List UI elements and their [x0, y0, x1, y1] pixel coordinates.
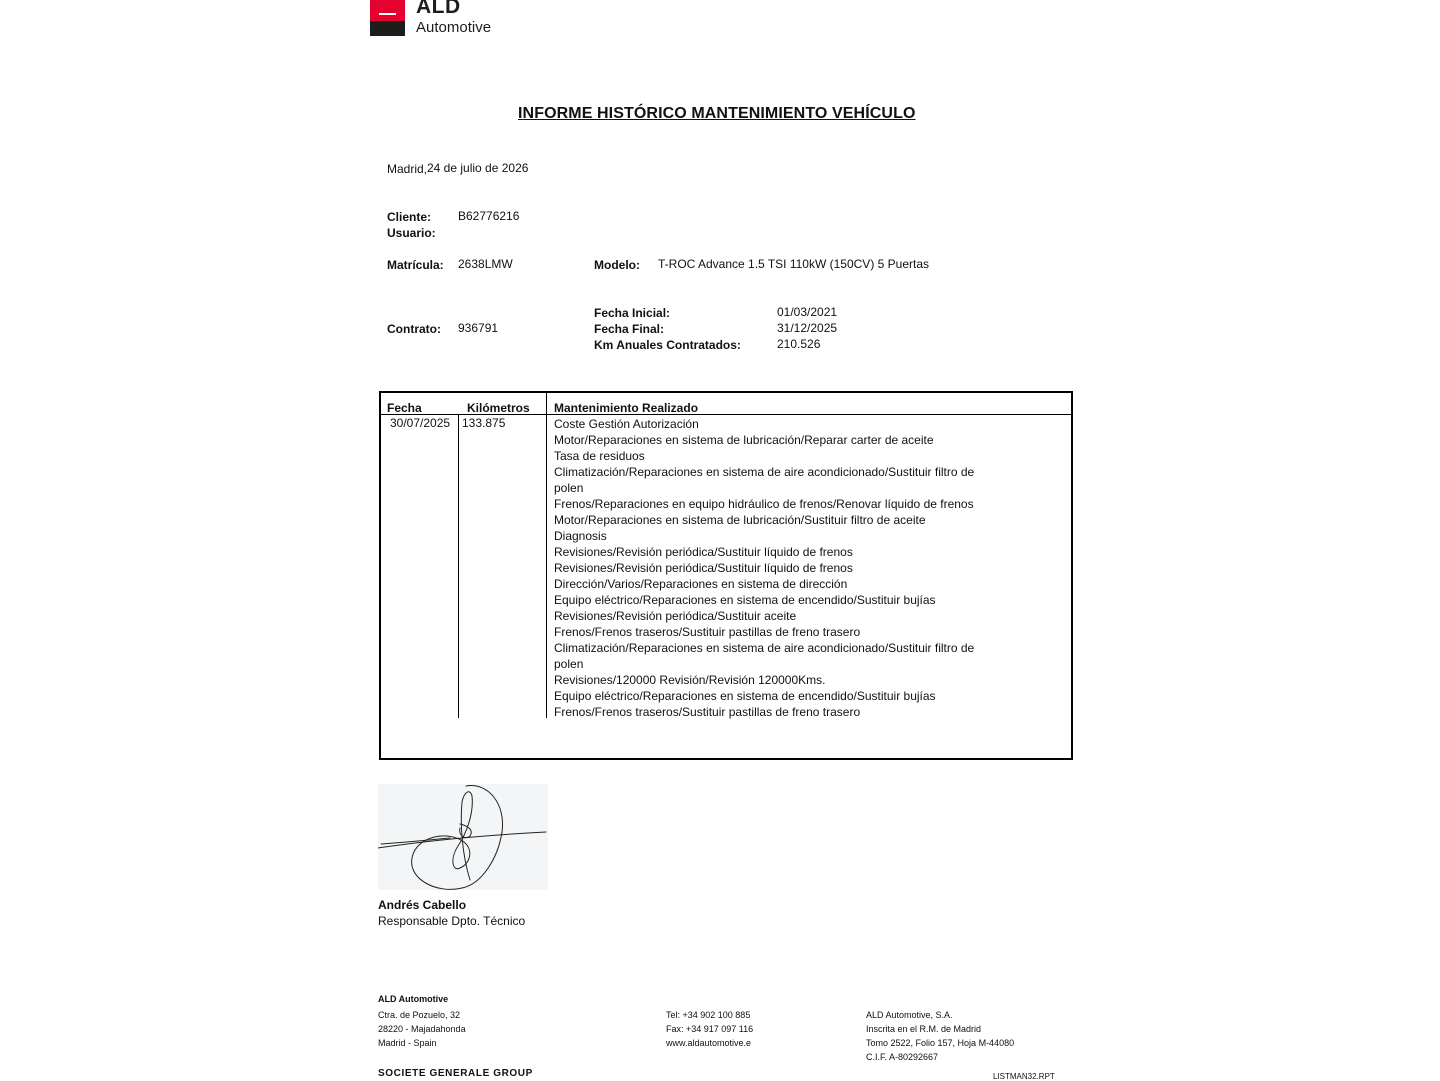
signer-role: Responsable Dpto. Técnico [378, 914, 526, 928]
signer-name: Andrés Cabello [378, 898, 467, 912]
end-date-value: 31/12/2025 [777, 321, 838, 335]
maintenance-item: Equipo eléctrico/Reparaciones en sistema de encendido/Sustituir bujías [554, 593, 936, 607]
model-value: T-ROC Advance 1.5 TSI 110kW (150CV) 5 Puertas [658, 257, 930, 271]
place-label: Madrid, [387, 162, 428, 176]
report-date: 24 de julio de 2026 [427, 161, 529, 175]
group-wordmark: SOCIETE GENERALE GROUP [378, 1068, 533, 1079]
maintenance-item: Revisiones/Revisión periódica/Sustituir aceite [554, 609, 797, 623]
maintenance-item: Tasa de residuos [554, 449, 645, 463]
maintenance-item: Equipo eléctrico/Reparaciones en sistema de encendido/Sustituir bujías [554, 689, 936, 703]
maintenance-item: Coste Gestión Autorización [554, 417, 699, 431]
row-km: 133.875 [462, 416, 506, 430]
ald-logo [370, 0, 504, 36]
annual-km-value: 210.526 [777, 337, 821, 351]
col-header-maintenance: Mantenimiento Realizado [554, 401, 699, 415]
plate-label: Matrícula: [387, 258, 444, 272]
model-label: Modelo: [594, 258, 640, 272]
maintenance-items [554, 416, 974, 720]
footer-address-line: 28220 - Majadahonda [378, 1024, 466, 1034]
client-label: Cliente: [387, 210, 432, 224]
maintenance-item: Revisiones/120000 Revisión/Revisión 120000Kms. [554, 673, 826, 687]
footer-fax: Fax: +34 917 097 116 [666, 1024, 754, 1034]
document-title: INFORME HISTÓRICO MANTENIMIENTO VEHÍCULO [518, 105, 916, 122]
end-date-label: Fecha Final: [594, 322, 665, 336]
maintenance-item: polen [554, 481, 584, 495]
row-date: 30/07/2025 [390, 416, 451, 430]
client-value: B62776216 [458, 209, 520, 223]
maintenance-item: Motor/Reparaciones en sistema de lubricación/Sustituir filtro de aceite [554, 513, 926, 527]
annual-km-label: Km Anuales Contratados: [594, 338, 741, 352]
footer-address-line: Madrid - Spain [378, 1038, 437, 1048]
col-header-date: Fecha [387, 401, 422, 415]
file-code: LISTMAN32.RPT [993, 1072, 1055, 1081]
maintenance-item: Diagnosis [554, 529, 607, 543]
footer-website: www.aldautomotive.e [666, 1038, 752, 1048]
footer-address-line: Ctra. de Pozuelo, 32 [378, 1010, 461, 1020]
maintenance-item: Motor/Reparaciones en sistema de lubricación/Reparar carter de aceite [554, 433, 934, 447]
footer-legal-line: Inscrita en el R.M. de Madrid [866, 1024, 982, 1034]
maintenance-item: polen [554, 657, 584, 671]
column-divider [546, 393, 547, 718]
footer-phone: Tel: +34 902 100 885 [666, 1010, 751, 1020]
logo-subtitle: Automotive [416, 19, 492, 36]
signature-icon [378, 784, 548, 890]
maintenance-item: Climatización/Reparaciones en sistema de aire acondicionado/Sustituir filtro de [554, 641, 975, 655]
footer-legal-line: Tomo 2522, Folio 157, Hoja M-44080 [866, 1038, 1015, 1048]
maintenance-item: Revisiones/Revisión periódica/Sustituir líquido de frenos [554, 561, 853, 575]
maintenance-item: Frenos/Frenos traseros/Sustituir pastillas de freno trasero [554, 625, 861, 639]
footer-company: ALD Automotive [378, 994, 449, 1004]
contract-value: 936791 [458, 321, 499, 335]
maintenance-item: Dirección/Varios/Reparaciones en sistema de dirección [554, 577, 848, 591]
user-label: Usuario: [387, 226, 436, 240]
maintenance-item: Frenos/Reparaciones en equipo hidráulico de frenos/Renovar líquido de frenos [554, 497, 974, 511]
start-date-value: 01/03/2021 [777, 305, 838, 319]
maintenance-item: Climatización/Reparaciones en sistema de aire acondicionado/Sustituir filtro de [554, 465, 975, 479]
contract-label: Contrato: [387, 322, 441, 336]
footer-legal-line: ALD Automotive, S.A. [866, 1010, 953, 1020]
logo-wordmark: ALD [416, 0, 461, 18]
col-header-km: Kilómetros [467, 401, 530, 415]
maintenance-item: Frenos/Frenos traseros/Sustituir pastillas de freno trasero [554, 705, 861, 719]
footer-legal-line: C.I.F. A-80292667 [866, 1052, 939, 1062]
maintenance-item: Revisiones/Revisión periódica/Sustituir líquido de frenos [554, 545, 853, 559]
column-divider [458, 414, 459, 718]
signature-image [378, 784, 548, 890]
start-date-label: Fecha Inicial: [594, 306, 671, 320]
plate-value: 2638LMW [458, 257, 513, 271]
